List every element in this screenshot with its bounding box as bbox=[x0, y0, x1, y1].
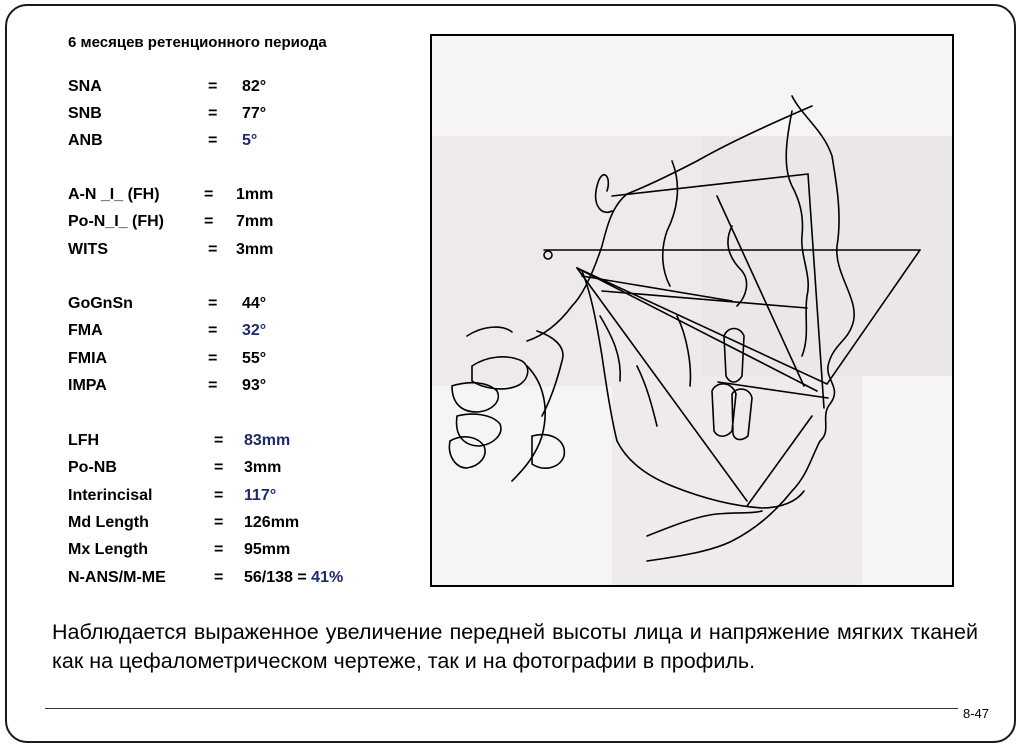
background-panel bbox=[432, 136, 702, 386]
measurement-label: LFH bbox=[68, 432, 100, 449]
equals-sign: = bbox=[208, 295, 218, 312]
equals-sign: = bbox=[208, 350, 218, 367]
measurement-ratio: 56/138 = bbox=[244, 569, 312, 586]
measurement-value-group bbox=[244, 569, 343, 587]
measurement-value: 3mm bbox=[236, 241, 274, 258]
measurement-value: 44° bbox=[242, 295, 267, 312]
measurement-value: 126mm bbox=[244, 514, 300, 531]
equals-sign: = bbox=[204, 213, 214, 230]
measurement-label: Po-N_I_ (FH) bbox=[68, 213, 164, 230]
equals-sign: = bbox=[208, 105, 218, 122]
measurement-label: WITS bbox=[68, 241, 108, 258]
equals-sign: = bbox=[208, 377, 218, 394]
footer-divider bbox=[45, 708, 958, 709]
measurement-value: 7mm bbox=[236, 213, 274, 230]
page-number: 8-47 bbox=[963, 706, 990, 721]
measurement-label: Po-NB bbox=[68, 459, 117, 476]
measurement-value: 117° bbox=[244, 487, 277, 504]
tracing-drawing bbox=[432, 36, 952, 585]
background-panel bbox=[702, 136, 952, 376]
measurement-value: 32° bbox=[242, 322, 267, 339]
equals-sign: = bbox=[208, 78, 218, 95]
measurement-label: A-N _I_ (FH) bbox=[68, 186, 160, 203]
equals-sign: = bbox=[214, 541, 224, 558]
equals-sign: = bbox=[214, 569, 224, 586]
measurement-value: 5° bbox=[242, 132, 258, 149]
measurement-label: Interincisal bbox=[68, 487, 153, 504]
measurement-value: 3mm bbox=[244, 459, 282, 476]
equals-sign: = bbox=[214, 487, 224, 504]
measurement-label: Md Length bbox=[68, 514, 149, 531]
equals-sign: = bbox=[208, 132, 218, 149]
measurement-value: 77° bbox=[242, 105, 267, 122]
measurement-label: IMPA bbox=[68, 377, 107, 394]
equals-sign: = bbox=[204, 186, 214, 203]
measurement-label: SNA bbox=[68, 78, 102, 95]
measurement-label: FMIA bbox=[68, 350, 108, 367]
measurement-label: ANB bbox=[68, 132, 103, 149]
measurement-value: 55° bbox=[242, 350, 267, 367]
slide-heading: 6 месяцев ретенционного периода bbox=[68, 34, 327, 51]
equals-sign: = bbox=[208, 241, 218, 258]
measurement-label: SNB bbox=[68, 105, 102, 122]
cephalometric-tracing bbox=[430, 34, 954, 587]
measurement-value: 1mm bbox=[236, 186, 274, 203]
equals-sign: = bbox=[214, 432, 224, 449]
slide-caption: Наблюдается выраженное увеличение передней высоты лица и напряжение мягких тканей как на цефалометрическом чертеже, так и на фотографии в профиль. bbox=[52, 620, 978, 673]
measurement-label: GoGnSn bbox=[68, 295, 133, 312]
equals-sign: = bbox=[208, 322, 218, 339]
measurement-label: Mx Length bbox=[68, 541, 148, 558]
equals-sign: = bbox=[214, 514, 224, 531]
measurement-value: 41% bbox=[311, 569, 344, 586]
measurement-value: 83mm bbox=[244, 432, 291, 449]
equals-sign: = bbox=[214, 459, 224, 476]
measurement-label: N-ANS/M-ME bbox=[68, 569, 166, 586]
measurement-value: 95mm bbox=[244, 541, 291, 558]
measurement-value: 82° bbox=[242, 78, 267, 95]
measurement-label: FMA bbox=[68, 322, 103, 339]
measurement-value: 93° bbox=[242, 377, 267, 394]
